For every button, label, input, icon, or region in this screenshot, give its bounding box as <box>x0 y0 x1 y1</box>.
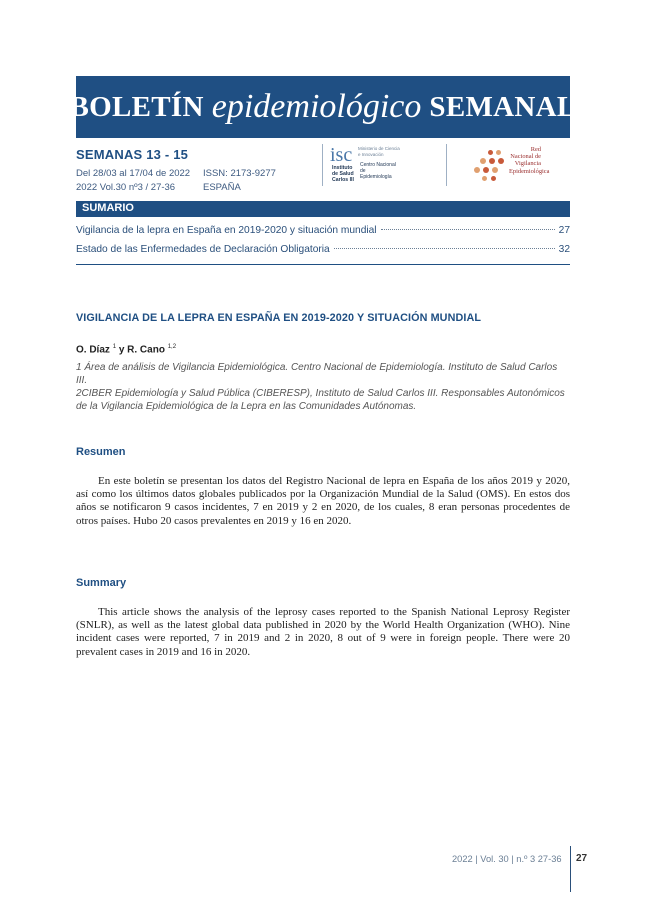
issue-issn: ISSN: 2173-9277 <box>203 168 276 179</box>
logo-dot-icon <box>498 158 504 164</box>
author-affiliation-mark: 1 <box>112 344 117 350</box>
author-affiliation-mark: 1,2 <box>167 344 177 350</box>
logo-dot-icon <box>496 150 501 155</box>
logo-dot-icon <box>492 167 498 173</box>
toc-item[interactable] <box>76 244 570 255</box>
author-name: R. Cano <box>127 344 165 356</box>
logo-divider-right <box>446 144 447 186</box>
logo-dot-icon <box>491 176 496 181</box>
isc-centre-name: Centro Nacional de Epidemiología <box>360 162 396 180</box>
isciii-logo <box>330 145 442 185</box>
logo-dot-icon <box>488 150 493 155</box>
sumario-header <box>76 201 570 217</box>
isc-ministry-line2: e Innovación <box>358 152 384 157</box>
logo-dot-icon <box>480 158 486 164</box>
toc-item-title[interactable]: Vigilancia de la lepra en España en 2019-2020 y situación mundial <box>76 225 377 236</box>
summary-heading: Summary <box>76 577 127 589</box>
renave-logo <box>472 146 572 184</box>
footer-citation: 2022 | Vol. 30 | n.º 3 27-36 <box>452 854 562 864</box>
banner-title-part2: epidemiológico <box>211 88 422 125</box>
article-authors <box>76 344 176 355</box>
resumen-heading: Resumen <box>76 446 126 458</box>
toc-leader <box>381 229 555 230</box>
toc-item-page[interactable]: 32 <box>558 244 570 255</box>
article-title: VIGILANCIA DE LA LEPRA EN ESPAÑA EN 2019-2020 Y SITUACIÓN MUNDIAL <box>76 312 482 324</box>
toc-item-title[interactable]: Estado de las Enfermedades de Declaración Obligatoria <box>76 244 330 255</box>
logo-divider-left <box>322 144 323 186</box>
journal-banner <box>69 76 577 138</box>
footer-divider <box>570 846 571 892</box>
page-number: 27 <box>576 853 588 864</box>
sumario-label: SUMARIO <box>82 202 134 214</box>
summary-paragraph: This article shows the analysis of the leprosy cases reported to the Spanish National Leprosy Register (SNLR), as well as the latest global data published in 2020 by the World Health Organization (WHO). Nine incident cases were reported, 7 in 2019 and 2 in 2020, 8 out of 9 were in foreign people. There were 20 prevalent cases in 2019 and 16 in 2020. <box>76 606 570 658</box>
affiliation-2: 2CIBER Epidemiología y Salud Pública (CIBERESP), Instituto de Salud Carlos III. Responsables Autonómicos de la Vigilancia Epidemiológica de la Lepra en las Comunidades Autónomas. <box>76 388 565 412</box>
toc-item-page[interactable]: 27 <box>558 225 570 236</box>
logo-dot-icon <box>489 158 495 164</box>
author-name: O. Díaz <box>76 344 110 356</box>
resumen-paragraph: En este boletín se presentan los datos del Registro Nacional de lepra en España de los años 2019 y 2020, así como los últimos datos globales publicados por la Organización Mundial de la Salud (OMS). En estos dos años se notificaron 9 casos incidentes, 7 en 2019 y 2 en 2020, de los cuales, 8 eran personas procedentes de otros países. Hubo 20 casos prevalentes en 2019 y 16 en 2020. <box>76 475 570 527</box>
affiliation-1: 1 Área de análisis de Vigilancia Epidemiológica. Centro Nacional de Epidemiología. Instituto de Salud Carlos III. <box>76 362 558 386</box>
issue-dates: Del 28/03 al 17/04 de 2022 <box>76 168 191 179</box>
logo-dot-icon <box>482 176 487 181</box>
logo-dot-icon <box>483 167 489 173</box>
isc-institute-name: Instituto de Salud Carlos III <box>332 165 354 183</box>
toc-leader <box>334 248 555 249</box>
toc-item[interactable] <box>76 225 570 236</box>
banner-title-part3: SEMANAL <box>429 90 577 123</box>
renave-name: Red Nacional de Vigilancia Epidemiológica <box>509 146 550 175</box>
sumario-bottom-rule <box>76 264 570 265</box>
logo-dot-icon <box>474 167 480 173</box>
author-join: y <box>118 344 125 356</box>
issue-volume: 2022 Vol.30 nº3 / 27-36 <box>76 182 176 193</box>
issue-country: ESPAÑA <box>203 182 241 193</box>
isc-mark-icon: isc <box>330 144 353 166</box>
issue-weeks: SEMANAS 13 - 15 <box>76 147 189 162</box>
isc-ministry-line1: Ministerio de Ciencia <box>358 146 400 151</box>
banner-title-part1: BOLETÍN <box>69 90 204 123</box>
